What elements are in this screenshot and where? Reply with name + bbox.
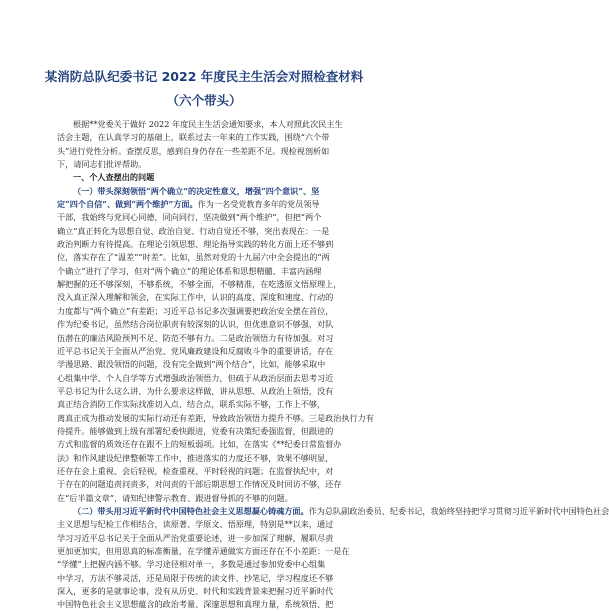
subsection-heading: 定“四个自信”、做到“两个维护”方面。 bbox=[57, 199, 198, 210]
text-line bbox=[57, 518, 363, 531]
text-line bbox=[57, 332, 363, 345]
text-line bbox=[57, 145, 363, 158]
line-text: 中学习，方法不够灵活，还是局限于传统的读文件、抄笔记，学习程度还不够 bbox=[57, 572, 334, 583]
text-line bbox=[57, 372, 363, 385]
text-line bbox=[57, 318, 363, 331]
line-text: 真正结合消防工作实际找准切入点、结合点，联系实际不够，工作上不够， bbox=[57, 399, 326, 410]
line-text: 确立”真正转化为思想自觉、政治自觉、行动自觉还不够，突出表现在：一是 bbox=[57, 225, 330, 236]
line-text: 没入真正深入理解和领会，在实际工作中，认识的高度、深度和速度、行动的 bbox=[57, 292, 334, 303]
line-text: 平总书记为什么这么讲、为什么要求这样做，讲从思想、从政治上领悟，没有 bbox=[57, 385, 334, 396]
line-text: 干部，我始终与党同心同德，同向同行，坚决做到“两个维护”，但把“两个 bbox=[57, 212, 322, 223]
text-line bbox=[57, 185, 363, 198]
line-text: 作为纪委书记，虽然结合岗位职责有较深刻的认识，但优患意识不够强，对队 bbox=[57, 319, 334, 330]
text-line bbox=[57, 265, 363, 278]
line-text: 更加更加实，但用思真的标准衡量，在学懂弄通做实方面还存在不小差距：一是在 bbox=[57, 546, 350, 556]
line-text: 中国特色社会主义思想蕴含的政治考量、深邃思想和真理力量，系统领悟、把 bbox=[57, 599, 334, 610]
line-text: 还存在会上重视、会后轻视，检查重视、平时轻视的问题；在监督执纪中，对 bbox=[57, 465, 334, 476]
text-line bbox=[57, 425, 363, 438]
line-text: 深入，更多的是就事论事，没有从历史、时代和实践背景来把握习近平新时代 bbox=[57, 586, 334, 597]
document-subtitle: （六个带头） bbox=[166, 93, 242, 108]
text-line bbox=[57, 238, 363, 251]
text-line bbox=[57, 465, 363, 478]
line-text: 政治判断力有待提高。在理论引领思想、理论指导实践的转化方面上还不够到 bbox=[57, 239, 334, 250]
line-text: 法》和作风建设纪律整顿等工作中，推进落实的力度还不够，效果不够明显， bbox=[57, 452, 334, 463]
line-text: 位，落实存在了“温差”“时差”。比如，虽然对党的十九届六中全会提出的“两 bbox=[57, 252, 330, 263]
line-text: 活会主题，在认真学习的基础上，联系过去一年来的工作实践，围绕“六个带 bbox=[57, 132, 330, 143]
text-line bbox=[57, 492, 363, 505]
subsection-heading: （二）带头用习近平新时代中国特色社会主义思想凝心铸魂方面。 bbox=[73, 505, 309, 516]
line-text: 作为总队副政治委员、纪委书记，我始终坚持把学习贯彻习近平新时代中国特色社会 bbox=[308, 505, 609, 516]
text-line bbox=[57, 278, 363, 291]
text-line bbox=[57, 452, 363, 465]
line-text: “学懂”上把握内涵不够。学习途径相对单一，多数是通过参加党委中心组集 bbox=[57, 559, 326, 570]
line-text: 头”进行党性分析。查摆反思，感到自身仍存在一些差距不足。现检视剖析如 bbox=[57, 145, 330, 156]
text-line bbox=[57, 251, 363, 264]
line-text: 心组集中学、个人自学等方式增强政治领悟力，但疏于从政治层面去思考习近 bbox=[57, 372, 334, 383]
line-text: 学习习近平总书记关于全面从严治党重要论述，进一步加深了理解，履职尽责 bbox=[57, 532, 334, 543]
subsection-heading: （一）带头深刻领悟“两个确立”的决定性意义，增强“四个意识”、坚 bbox=[73, 185, 320, 196]
line-text: 离真正成为推动发展的实际行动还有差距，导致政治领悟力提升不够。三是政治执行力有 bbox=[57, 412, 374, 423]
text-line bbox=[57, 358, 363, 371]
text-line bbox=[57, 478, 363, 491]
line-text: 学漫思路、跟没领悟的问题，没有完全做到“两个结合”，比如，能够采取中 bbox=[57, 359, 326, 370]
document-title: 某消防总队纪委书记 2022 年度民主生活会对照检查材料 bbox=[44, 69, 364, 84]
line-text: 根据**党委关于做好 2022 年度民主生活会通知要求，本人对照此次民主生 bbox=[73, 119, 343, 129]
line-text: 待提升。能够做到上级有部署纪委快跟进，党委有决策纪委强监督，但跟进的 bbox=[57, 425, 334, 436]
text-line bbox=[57, 198, 363, 211]
line-text: 主义思想与纪检工作相结合，读原著、学原文、悟原理，特别是**以来，通过 bbox=[57, 519, 334, 530]
text-line bbox=[57, 118, 363, 131]
text-line bbox=[57, 158, 363, 171]
text-line bbox=[57, 412, 374, 425]
text-line bbox=[57, 585, 363, 598]
line-text: 个确立”进行了学习，但对“两个确立”的理论体系和思想精髓、丰富内涵理 bbox=[57, 265, 322, 276]
text-line bbox=[57, 572, 363, 585]
text-line bbox=[57, 398, 363, 411]
text-line bbox=[57, 505, 609, 518]
section-heading bbox=[57, 171, 363, 184]
text-line bbox=[57, 345, 363, 358]
line-text: 伍潜在的廉洁风险预判不足、防范不够有力。二是政治领悟力有待加强。对习 bbox=[57, 332, 334, 343]
line-text: 方式和监督的质效还存在跟不上的短板弱项。比如，在落实《**纪委日常监督办 bbox=[57, 439, 342, 450]
line-text: 解把握的还不够深刻，不够系统，不够全面，不够精准，在吃透原文悟原理上， bbox=[57, 279, 342, 290]
text-line bbox=[57, 291, 363, 304]
line-text: 作为一名受党教育多年的党员领导 bbox=[197, 199, 320, 210]
text-line bbox=[57, 211, 363, 224]
text-line bbox=[57, 305, 363, 318]
text-line bbox=[57, 598, 363, 611]
text-line bbox=[57, 545, 363, 558]
line-text: 在“后半篇文章”，请知纪律警示教育、跟进督导抓的不够的问题。 bbox=[57, 492, 293, 503]
text-line bbox=[57, 558, 363, 571]
text-line bbox=[57, 438, 363, 451]
line-text: 近平总书记关于全面从严治党、党风廉政建设和反腐败斗争的重要讲话，存在 bbox=[57, 345, 334, 356]
text-line bbox=[57, 131, 363, 144]
line-text: 于存在的问题追责问责多，对问责的干部后期思想工作情况及时回访不够，还存 bbox=[57, 479, 342, 490]
text-line bbox=[57, 385, 363, 398]
line-text: 下，请同志们批评帮助。 bbox=[57, 159, 147, 170]
line-text: 一、个人查摆出的问题 bbox=[73, 172, 155, 183]
text-line bbox=[57, 225, 363, 238]
document-body bbox=[57, 118, 609, 612]
line-text: 力度都与“两个确立”有差距；习近平总书记多次强调要把政治安全摆在首位， bbox=[57, 305, 334, 316]
text-line bbox=[57, 532, 363, 545]
